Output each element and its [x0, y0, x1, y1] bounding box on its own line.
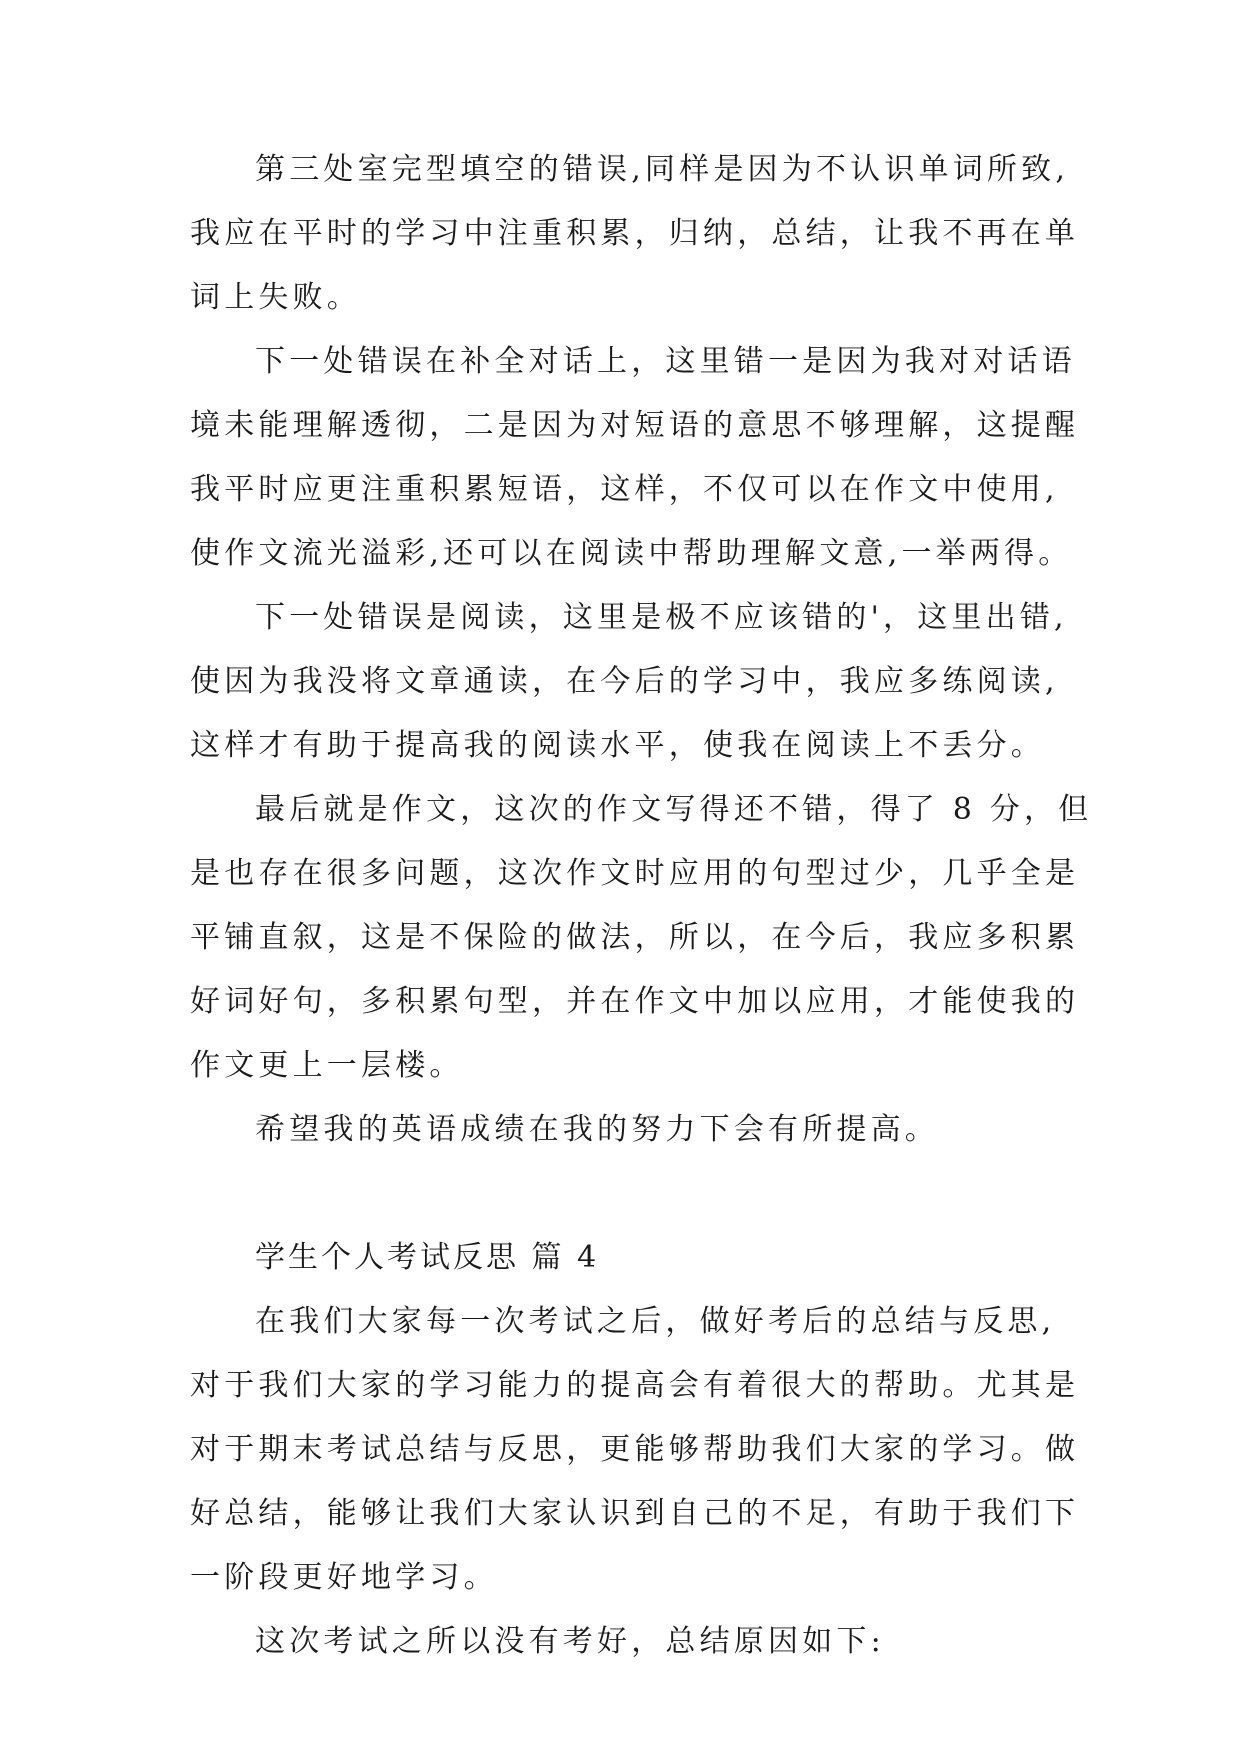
paragraph-4-line-1: 最后就是作文，这次的作文写得还不错，得了 8 分，但: [255, 792, 1093, 827]
paragraph-1-line-1: 第三处室完型填空的错误,同样是因为不认识单词所致,: [255, 152, 1070, 187]
paragraph-4-line-4: 好词好句，多积累句型，并在作文中加以应用，才能使我的: [190, 984, 1080, 1019]
section-paragraph-1-line-1: 在我们大家每一次考试之后，做好考后的总结与反思,: [255, 1304, 1056, 1339]
paragraph-1-line-2: 我应在平时的学习中注重积累，归纳，总结，让我不再在单: [190, 216, 1080, 251]
paragraph-3-line-2: 使因为我没将文章通读，在今后的学习中，我应多练阅读,: [190, 664, 1059, 699]
paragraph-2-line-3: 我平时应更注重积累短语，这样，不仅可以在作文中使用,: [190, 472, 1059, 507]
paragraph-1-line-3: 词上失败。: [190, 280, 361, 315]
paragraph-4-line-5: 作文更上一层楼。: [190, 1048, 464, 1083]
paragraph-3-line-3: 这样才有助于提高我的阅读水平，使我在阅读上不丢分。: [190, 728, 1045, 763]
section-heading: 学生个人考试反思 篇 4: [255, 1240, 600, 1275]
paragraph-5-line-1: 希望我的英语成绩在我的努力下会有所提高。: [255, 1112, 939, 1147]
paragraph-3-line-1: 下一处错误是阅读，这里是极不应该错的'，这里出错,: [255, 600, 1068, 635]
paragraph-2-line-2: 境未能理解透彻，二是因为对短语的意思不够理解，这提醒: [190, 408, 1080, 443]
paragraph-2-line-1: 下一处错误在补全对话上，这里错一是因为我对对话语: [255, 344, 1076, 379]
section-paragraph-1-line-4: 好总结，能够让我们大家认识到自己的不足，有助于我们下: [190, 1496, 1080, 1531]
section-paragraph-1-line-2: 对于我们大家的学习能力的提高会有着很大的帮助。尤其是: [190, 1368, 1080, 1403]
section-paragraph-1-line-3: 对于期末考试总结与反思，更能够帮助我们大家的学习。做: [190, 1432, 1080, 1467]
section-paragraph-2-line-1: 这次考试之所以没有考好，总结原因如下:: [255, 1624, 885, 1659]
section-paragraph-1-line-5: 一阶段更好地学习。: [190, 1560, 498, 1595]
paragraph-4-line-2: 是也存在很多问题，这次作文时应用的句型过少，几乎全是: [190, 856, 1080, 891]
paragraph-4-line-3: 平铺直叙，这是不保险的做法，所以，在今后，我应多积累: [190, 920, 1080, 955]
paragraph-2-line-4: 使作文流光溢彩,还可以在阅读中帮助理解文意,一举两得。: [190, 536, 1073, 571]
